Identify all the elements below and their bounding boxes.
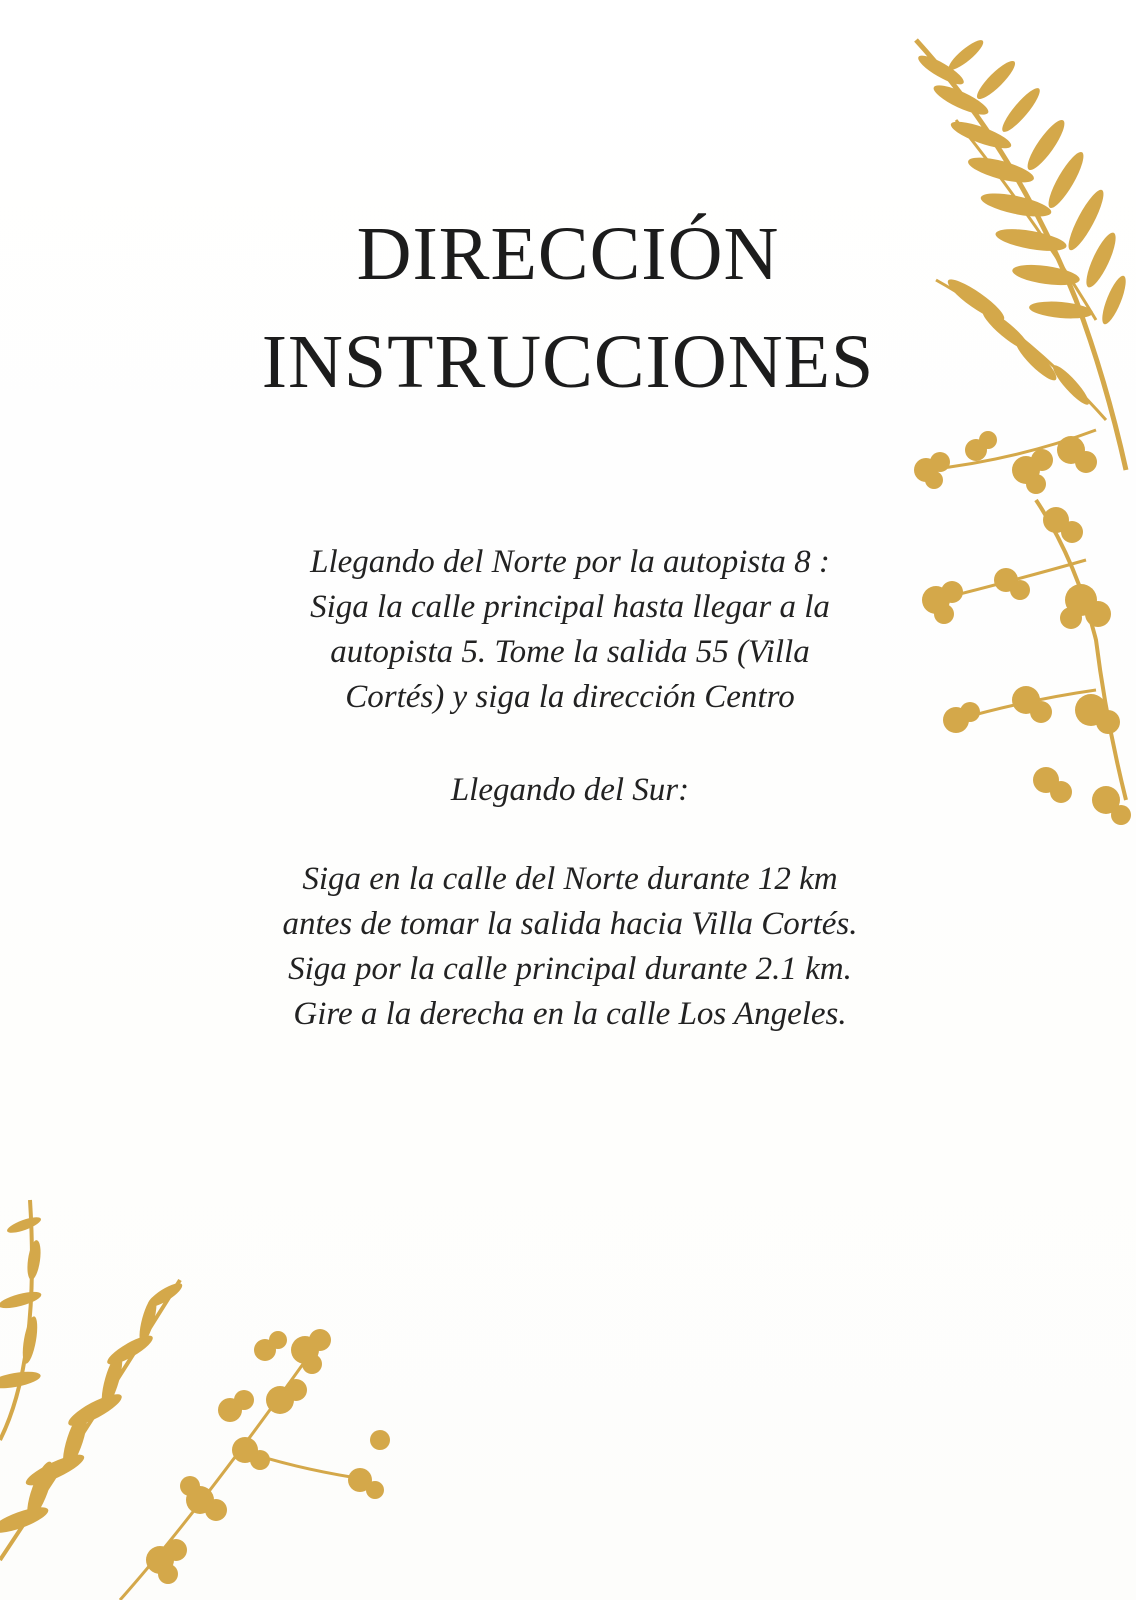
north-line: Siga la calle principal hasta llegar a la xyxy=(310,589,830,625)
south-heading xyxy=(180,768,960,813)
north-line: Cortés) y siga la dirección Centro xyxy=(345,679,795,715)
fern-floral-bottom-left-icon xyxy=(0,1180,420,1600)
page-title xyxy=(0,200,1136,416)
title-line-1: DIRECCIÓN xyxy=(356,212,780,296)
south-line: Siga por la calle principal durante 2.1 km. xyxy=(288,951,852,987)
south-line: antes de tomar la salida hacia Villa Cortés. xyxy=(282,906,858,942)
north-line: Llegando del Norte por la autopista 8 : xyxy=(310,544,830,580)
south-line: Siga en la calle del Norte durante 12 km xyxy=(302,861,838,897)
south-heading-text: Llegando del Sur: xyxy=(450,772,690,808)
south-directions xyxy=(180,857,960,1037)
fern-floral-top-right-icon xyxy=(896,0,1136,880)
north-directions xyxy=(180,540,960,720)
title-line-2: INSTRUCCIONES xyxy=(261,320,875,404)
north-line: autopista 5. Tome la salida 55 (Villa xyxy=(330,634,810,670)
south-line: Gire a la derecha en la calle Los Angeles. xyxy=(293,996,847,1032)
